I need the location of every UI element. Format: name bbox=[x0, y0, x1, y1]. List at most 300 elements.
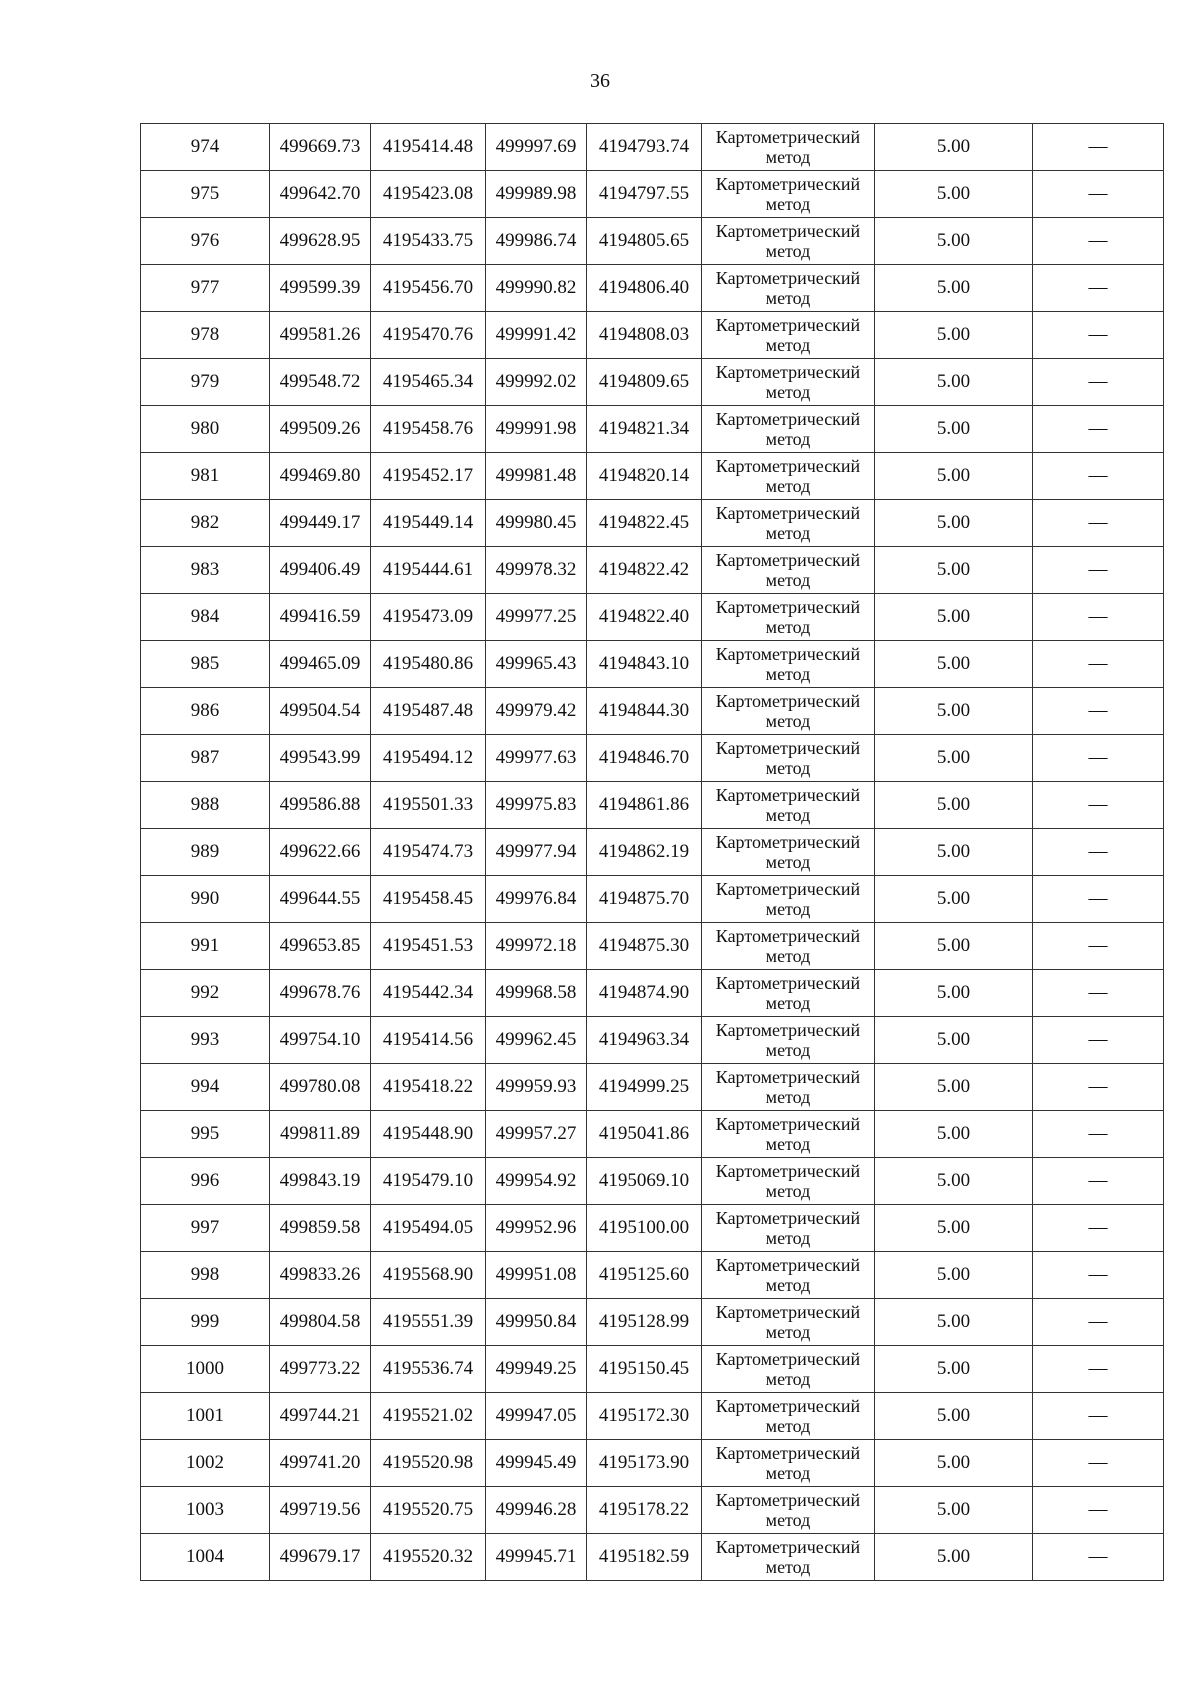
method-cell bbox=[702, 1346, 875, 1393]
x-coordinate-cell: 499543.99 bbox=[270, 735, 371, 782]
method-line-2: метод bbox=[765, 1040, 811, 1060]
y-coordinate-cell: 4195480.86 bbox=[371, 641, 486, 688]
x-coordinate-cell: 499509.26 bbox=[270, 406, 371, 453]
table-body bbox=[141, 124, 1164, 1581]
precision-cell: 5.00 bbox=[875, 124, 1033, 171]
x-coordinate-2-cell: 499997.69 bbox=[486, 124, 587, 171]
table-row bbox=[141, 1205, 1164, 1252]
method-line-1: Картометрический bbox=[715, 268, 861, 288]
y-coordinate-2-cell: 4194963.34 bbox=[587, 1017, 702, 1064]
point-number-cell: 980 bbox=[141, 406, 270, 453]
precision-cell: 5.00 bbox=[875, 1534, 1033, 1581]
table-row bbox=[141, 312, 1164, 359]
x-coordinate-2-cell: 499978.32 bbox=[486, 547, 587, 594]
note-cell: — bbox=[1033, 688, 1164, 735]
note-cell: — bbox=[1033, 594, 1164, 641]
table-row bbox=[141, 876, 1164, 923]
method-cell bbox=[702, 923, 875, 970]
note-cell: — bbox=[1033, 1111, 1164, 1158]
method-line-1: Картометрический bbox=[715, 1020, 861, 1040]
method-line-2: метод bbox=[765, 993, 811, 1013]
y-coordinate-2-cell: 4195125.60 bbox=[587, 1252, 702, 1299]
method-line-2: метод bbox=[765, 382, 811, 402]
y-coordinate-2-cell: 4194822.45 bbox=[587, 500, 702, 547]
table-row bbox=[141, 124, 1164, 171]
point-number-cell: 996 bbox=[141, 1158, 270, 1205]
method-line-2: метод bbox=[765, 1510, 811, 1530]
x-coordinate-2-cell: 499986.74 bbox=[486, 218, 587, 265]
point-number-cell: 1004 bbox=[141, 1534, 270, 1581]
y-coordinate-cell: 4195520.98 bbox=[371, 1440, 486, 1487]
note-cell: — bbox=[1033, 641, 1164, 688]
table-row bbox=[141, 829, 1164, 876]
y-coordinate-2-cell: 4195128.99 bbox=[587, 1299, 702, 1346]
method-line-1: Картометрический bbox=[715, 1490, 861, 1510]
method-line-1: Картометрический bbox=[715, 503, 861, 523]
precision-cell: 5.00 bbox=[875, 782, 1033, 829]
page-number: 36 bbox=[590, 70, 610, 92]
note-cell: — bbox=[1033, 265, 1164, 312]
method-cell bbox=[702, 1440, 875, 1487]
precision-cell: 5.00 bbox=[875, 406, 1033, 453]
method-line-2: метод bbox=[765, 1416, 811, 1436]
x-coordinate-2-cell: 499959.93 bbox=[486, 1064, 587, 1111]
note-cell: — bbox=[1033, 1487, 1164, 1534]
x-coordinate-cell: 499804.58 bbox=[270, 1299, 371, 1346]
table-row bbox=[141, 453, 1164, 500]
method-line-2: метод bbox=[765, 476, 811, 496]
method-cell bbox=[702, 124, 875, 171]
y-coordinate-cell: 4195449.14 bbox=[371, 500, 486, 547]
y-coordinate-2-cell: 4195100.00 bbox=[587, 1205, 702, 1252]
x-coordinate-cell: 499780.08 bbox=[270, 1064, 371, 1111]
precision-cell: 5.00 bbox=[875, 312, 1033, 359]
x-coordinate-cell: 499679.17 bbox=[270, 1534, 371, 1581]
method-line-2: метод bbox=[765, 805, 811, 825]
x-coordinate-cell: 499465.09 bbox=[270, 641, 371, 688]
method-line-1: Картометрический bbox=[715, 456, 861, 476]
x-coordinate-2-cell: 499981.48 bbox=[486, 453, 587, 500]
table-row bbox=[141, 406, 1164, 453]
y-coordinate-2-cell: 4195041.86 bbox=[587, 1111, 702, 1158]
point-number-cell: 990 bbox=[141, 876, 270, 923]
method-cell bbox=[702, 1299, 875, 1346]
method-line-2: метод bbox=[765, 1463, 811, 1483]
note-cell: — bbox=[1033, 829, 1164, 876]
precision-cell: 5.00 bbox=[875, 641, 1033, 688]
method-cell bbox=[702, 1534, 875, 1581]
method-cell bbox=[702, 359, 875, 406]
x-coordinate-2-cell: 499945.49 bbox=[486, 1440, 587, 1487]
method-line-2: метод bbox=[765, 147, 811, 167]
method-line-1: Картометрический bbox=[715, 409, 861, 429]
precision-cell: 5.00 bbox=[875, 547, 1033, 594]
x-coordinate-2-cell: 499950.84 bbox=[486, 1299, 587, 1346]
y-coordinate-cell: 4195568.90 bbox=[371, 1252, 486, 1299]
table-row bbox=[141, 970, 1164, 1017]
method-cell bbox=[702, 406, 875, 453]
table-row bbox=[141, 641, 1164, 688]
y-coordinate-cell: 4195414.56 bbox=[371, 1017, 486, 1064]
method-line-2: метод bbox=[765, 711, 811, 731]
table-row bbox=[141, 1299, 1164, 1346]
method-cell bbox=[702, 265, 875, 312]
note-cell: — bbox=[1033, 1440, 1164, 1487]
precision-cell: 5.00 bbox=[875, 218, 1033, 265]
method-line-1: Картометрический bbox=[715, 1537, 861, 1557]
note-cell: — bbox=[1033, 923, 1164, 970]
table-row bbox=[141, 1158, 1164, 1205]
table-row bbox=[141, 1111, 1164, 1158]
y-coordinate-cell: 4195418.22 bbox=[371, 1064, 486, 1111]
method-line-1: Картометрический bbox=[715, 738, 861, 758]
method-line-2: метод bbox=[765, 1275, 811, 1295]
x-coordinate-cell: 499469.80 bbox=[270, 453, 371, 500]
point-number-cell: 1003 bbox=[141, 1487, 270, 1534]
point-number-cell: 1001 bbox=[141, 1393, 270, 1440]
x-coordinate-cell: 499653.85 bbox=[270, 923, 371, 970]
table-row bbox=[141, 359, 1164, 406]
method-line-2: метод bbox=[765, 852, 811, 872]
point-number-cell: 979 bbox=[141, 359, 270, 406]
y-coordinate-2-cell: 4194822.42 bbox=[587, 547, 702, 594]
y-coordinate-2-cell: 4194861.86 bbox=[587, 782, 702, 829]
method-line-1: Картометрический bbox=[715, 550, 861, 570]
y-coordinate-2-cell: 4194862.19 bbox=[587, 829, 702, 876]
method-cell bbox=[702, 876, 875, 923]
x-coordinate-cell: 499833.26 bbox=[270, 1252, 371, 1299]
precision-cell: 5.00 bbox=[875, 453, 1033, 500]
x-coordinate-2-cell: 499992.02 bbox=[486, 359, 587, 406]
method-line-1: Картометрический bbox=[715, 879, 861, 899]
y-coordinate-cell: 4195487.48 bbox=[371, 688, 486, 735]
method-cell bbox=[702, 1064, 875, 1111]
y-coordinate-2-cell: 4194806.40 bbox=[587, 265, 702, 312]
precision-cell: 5.00 bbox=[875, 1017, 1033, 1064]
note-cell: — bbox=[1033, 1017, 1164, 1064]
method-line-1: Картометрический bbox=[715, 174, 861, 194]
x-coordinate-cell: 499773.22 bbox=[270, 1346, 371, 1393]
x-coordinate-cell: 499741.20 bbox=[270, 1440, 371, 1487]
x-coordinate-cell: 499628.95 bbox=[270, 218, 371, 265]
method-line-2: метод bbox=[765, 523, 811, 543]
method-line-2: метод bbox=[765, 288, 811, 308]
note-cell: — bbox=[1033, 876, 1164, 923]
method-line-2: метод bbox=[765, 429, 811, 449]
point-number-cell: 983 bbox=[141, 547, 270, 594]
x-coordinate-2-cell: 499991.42 bbox=[486, 312, 587, 359]
y-coordinate-cell: 4195458.45 bbox=[371, 876, 486, 923]
y-coordinate-2-cell: 4194844.30 bbox=[587, 688, 702, 735]
precision-cell: 5.00 bbox=[875, 970, 1033, 1017]
precision-cell: 5.00 bbox=[875, 1064, 1033, 1111]
precision-cell: 5.00 bbox=[875, 1487, 1033, 1534]
point-number-cell: 1000 bbox=[141, 1346, 270, 1393]
precision-cell: 5.00 bbox=[875, 594, 1033, 641]
note-cell: — bbox=[1033, 359, 1164, 406]
method-cell bbox=[702, 500, 875, 547]
precision-cell: 5.00 bbox=[875, 735, 1033, 782]
precision-cell: 5.00 bbox=[875, 829, 1033, 876]
y-coordinate-2-cell: 4195178.22 bbox=[587, 1487, 702, 1534]
point-number-cell: 993 bbox=[141, 1017, 270, 1064]
method-line-1: Картометрический bbox=[715, 785, 861, 805]
coordinates-table bbox=[140, 123, 1164, 1581]
y-coordinate-cell: 4195520.32 bbox=[371, 1534, 486, 1581]
point-number-cell: 998 bbox=[141, 1252, 270, 1299]
y-coordinate-2-cell: 4195069.10 bbox=[587, 1158, 702, 1205]
x-coordinate-2-cell: 499975.83 bbox=[486, 782, 587, 829]
x-coordinate-cell: 499599.39 bbox=[270, 265, 371, 312]
method-line-2: метод bbox=[765, 1557, 811, 1577]
y-coordinate-2-cell: 4194793.74 bbox=[587, 124, 702, 171]
point-number-cell: 975 bbox=[141, 171, 270, 218]
note-cell: — bbox=[1033, 735, 1164, 782]
x-coordinate-2-cell: 499991.98 bbox=[486, 406, 587, 453]
precision-cell: 5.00 bbox=[875, 1252, 1033, 1299]
note-cell: — bbox=[1033, 1158, 1164, 1205]
point-number-cell: 974 bbox=[141, 124, 270, 171]
point-number-cell: 1002 bbox=[141, 1440, 270, 1487]
precision-cell: 5.00 bbox=[875, 1111, 1033, 1158]
method-line-1: Картометрический bbox=[715, 1114, 861, 1134]
method-cell bbox=[702, 688, 875, 735]
method-line-2: метод bbox=[765, 335, 811, 355]
method-line-1: Картометрический bbox=[715, 1349, 861, 1369]
y-coordinate-2-cell: 4194875.30 bbox=[587, 923, 702, 970]
x-coordinate-2-cell: 499965.43 bbox=[486, 641, 587, 688]
x-coordinate-2-cell: 499972.18 bbox=[486, 923, 587, 970]
precision-cell: 5.00 bbox=[875, 171, 1033, 218]
x-coordinate-2-cell: 499977.63 bbox=[486, 735, 587, 782]
y-coordinate-cell: 4195451.53 bbox=[371, 923, 486, 970]
table-row bbox=[141, 1346, 1164, 1393]
point-number-cell: 976 bbox=[141, 218, 270, 265]
y-coordinate-cell: 4195456.70 bbox=[371, 265, 486, 312]
point-number-cell: 988 bbox=[141, 782, 270, 829]
x-coordinate-2-cell: 499946.28 bbox=[486, 1487, 587, 1534]
method-line-2: метод bbox=[765, 758, 811, 778]
y-coordinate-cell: 4195470.76 bbox=[371, 312, 486, 359]
y-coordinate-2-cell: 4194820.14 bbox=[587, 453, 702, 500]
note-cell: — bbox=[1033, 1534, 1164, 1581]
table-row bbox=[141, 500, 1164, 547]
method-cell bbox=[702, 829, 875, 876]
y-coordinate-cell: 4195452.17 bbox=[371, 453, 486, 500]
y-coordinate-cell: 4195465.34 bbox=[371, 359, 486, 406]
method-cell bbox=[702, 1252, 875, 1299]
method-cell bbox=[702, 594, 875, 641]
table-row bbox=[141, 1440, 1164, 1487]
x-coordinate-cell: 499622.66 bbox=[270, 829, 371, 876]
y-coordinate-2-cell: 4194821.34 bbox=[587, 406, 702, 453]
note-cell: — bbox=[1033, 1393, 1164, 1440]
x-coordinate-cell: 499581.26 bbox=[270, 312, 371, 359]
precision-cell: 5.00 bbox=[875, 500, 1033, 547]
precision-cell: 5.00 bbox=[875, 1346, 1033, 1393]
x-coordinate-2-cell: 499954.92 bbox=[486, 1158, 587, 1205]
method-line-1: Картометрический bbox=[715, 597, 861, 617]
x-coordinate-cell: 499548.72 bbox=[270, 359, 371, 406]
point-number-cell: 999 bbox=[141, 1299, 270, 1346]
x-coordinate-cell: 499416.59 bbox=[270, 594, 371, 641]
method-line-1: Картометрический bbox=[715, 127, 861, 147]
method-cell bbox=[702, 782, 875, 829]
y-coordinate-2-cell: 4195182.59 bbox=[587, 1534, 702, 1581]
method-line-2: метод bbox=[765, 1134, 811, 1154]
method-line-2: метод bbox=[765, 1322, 811, 1342]
y-coordinate-2-cell: 4195173.90 bbox=[587, 1440, 702, 1487]
note-cell: — bbox=[1033, 782, 1164, 829]
y-coordinate-2-cell: 4194846.70 bbox=[587, 735, 702, 782]
y-coordinate-2-cell: 4194805.65 bbox=[587, 218, 702, 265]
x-coordinate-cell: 499406.49 bbox=[270, 547, 371, 594]
y-coordinate-2-cell: 4194808.03 bbox=[587, 312, 702, 359]
method-line-1: Картометрический bbox=[715, 832, 861, 852]
y-coordinate-cell: 4195458.76 bbox=[371, 406, 486, 453]
precision-cell: 5.00 bbox=[875, 688, 1033, 735]
precision-cell: 5.00 bbox=[875, 1158, 1033, 1205]
method-line-2: метод bbox=[765, 664, 811, 684]
method-cell bbox=[702, 641, 875, 688]
x-coordinate-cell: 499449.17 bbox=[270, 500, 371, 547]
point-number-cell: 997 bbox=[141, 1205, 270, 1252]
table-row bbox=[141, 218, 1164, 265]
table-row bbox=[141, 1534, 1164, 1581]
method-cell bbox=[702, 970, 875, 1017]
table-row bbox=[141, 1487, 1164, 1534]
y-coordinate-cell: 4195414.48 bbox=[371, 124, 486, 171]
table-row bbox=[141, 782, 1164, 829]
point-number-cell: 982 bbox=[141, 500, 270, 547]
table-row bbox=[141, 1064, 1164, 1111]
table-row bbox=[141, 688, 1164, 735]
table-row bbox=[141, 1393, 1164, 1440]
method-line-2: метод bbox=[765, 946, 811, 966]
note-cell: — bbox=[1033, 547, 1164, 594]
y-coordinate-cell: 4195494.12 bbox=[371, 735, 486, 782]
method-line-1: Картометрический bbox=[715, 973, 861, 993]
y-coordinate-cell: 4195520.75 bbox=[371, 1487, 486, 1534]
table-row bbox=[141, 171, 1164, 218]
note-cell: — bbox=[1033, 171, 1164, 218]
method-line-2: метод bbox=[765, 194, 811, 214]
method-line-2: метод bbox=[765, 570, 811, 590]
table-row bbox=[141, 594, 1164, 641]
x-coordinate-2-cell: 499945.71 bbox=[486, 1534, 587, 1581]
method-line-1: Картометрический bbox=[715, 926, 861, 946]
y-coordinate-2-cell: 4194874.90 bbox=[587, 970, 702, 1017]
point-number-cell: 981 bbox=[141, 453, 270, 500]
note-cell: — bbox=[1033, 1205, 1164, 1252]
precision-cell: 5.00 bbox=[875, 359, 1033, 406]
y-coordinate-cell: 4195442.34 bbox=[371, 970, 486, 1017]
point-number-cell: 986 bbox=[141, 688, 270, 735]
method-line-1: Картометрический bbox=[715, 315, 861, 335]
method-cell bbox=[702, 1111, 875, 1158]
y-coordinate-2-cell: 4195172.30 bbox=[587, 1393, 702, 1440]
y-coordinate-cell: 4195474.73 bbox=[371, 829, 486, 876]
table-row bbox=[141, 735, 1164, 782]
method-line-1: Картометрический bbox=[715, 1161, 861, 1181]
note-cell: — bbox=[1033, 453, 1164, 500]
x-coordinate-2-cell: 499957.27 bbox=[486, 1111, 587, 1158]
point-number-cell: 987 bbox=[141, 735, 270, 782]
y-coordinate-2-cell: 4194809.65 bbox=[587, 359, 702, 406]
method-line-1: Картометрический bbox=[715, 691, 861, 711]
x-coordinate-cell: 499859.58 bbox=[270, 1205, 371, 1252]
precision-cell: 5.00 bbox=[875, 1393, 1033, 1440]
y-coordinate-2-cell: 4194843.10 bbox=[587, 641, 702, 688]
method-line-1: Картометрический bbox=[715, 1255, 861, 1275]
x-coordinate-2-cell: 499952.96 bbox=[486, 1205, 587, 1252]
y-coordinate-cell: 4195473.09 bbox=[371, 594, 486, 641]
note-cell: — bbox=[1033, 1252, 1164, 1299]
method-line-2: метод bbox=[765, 1369, 811, 1389]
note-cell: — bbox=[1033, 406, 1164, 453]
y-coordinate-cell: 4195448.90 bbox=[371, 1111, 486, 1158]
note-cell: — bbox=[1033, 1299, 1164, 1346]
y-coordinate-cell: 4195444.61 bbox=[371, 547, 486, 594]
y-coordinate-cell: 4195494.05 bbox=[371, 1205, 486, 1252]
x-coordinate-2-cell: 499980.45 bbox=[486, 500, 587, 547]
note-cell: — bbox=[1033, 1346, 1164, 1393]
x-coordinate-cell: 499719.56 bbox=[270, 1487, 371, 1534]
method-line-1: Картометрический bbox=[715, 1396, 861, 1416]
method-line-1: Картометрический bbox=[715, 1443, 861, 1463]
method-cell bbox=[702, 1017, 875, 1064]
point-number-cell: 994 bbox=[141, 1064, 270, 1111]
method-cell bbox=[702, 1487, 875, 1534]
x-coordinate-cell: 499504.54 bbox=[270, 688, 371, 735]
method-cell bbox=[702, 312, 875, 359]
precision-cell: 5.00 bbox=[875, 1205, 1033, 1252]
point-number-cell: 992 bbox=[141, 970, 270, 1017]
method-line-1: Картометрический bbox=[715, 1067, 861, 1087]
x-coordinate-cell: 499586.88 bbox=[270, 782, 371, 829]
method-cell bbox=[702, 1158, 875, 1205]
y-coordinate-2-cell: 4195150.45 bbox=[587, 1346, 702, 1393]
method-line-2: метод bbox=[765, 899, 811, 919]
table-row bbox=[141, 547, 1164, 594]
method-line-1: Картометрический bbox=[715, 362, 861, 382]
x-coordinate-cell: 499754.10 bbox=[270, 1017, 371, 1064]
x-coordinate-cell: 499843.19 bbox=[270, 1158, 371, 1205]
precision-cell: 5.00 bbox=[875, 1299, 1033, 1346]
x-coordinate-2-cell: 499947.05 bbox=[486, 1393, 587, 1440]
point-number-cell: 991 bbox=[141, 923, 270, 970]
y-coordinate-cell: 4195501.33 bbox=[371, 782, 486, 829]
x-coordinate-cell: 499811.89 bbox=[270, 1111, 371, 1158]
method-cell bbox=[702, 453, 875, 500]
y-coordinate-2-cell: 4194797.55 bbox=[587, 171, 702, 218]
x-coordinate-2-cell: 499990.82 bbox=[486, 265, 587, 312]
point-number-cell: 978 bbox=[141, 312, 270, 359]
y-coordinate-cell: 4195479.10 bbox=[371, 1158, 486, 1205]
table-row bbox=[141, 265, 1164, 312]
precision-cell: 5.00 bbox=[875, 1440, 1033, 1487]
x-coordinate-cell: 499744.21 bbox=[270, 1393, 371, 1440]
x-coordinate-cell: 499669.73 bbox=[270, 124, 371, 171]
method-line-2: метод bbox=[765, 241, 811, 261]
point-number-cell: 984 bbox=[141, 594, 270, 641]
note-cell: — bbox=[1033, 500, 1164, 547]
y-coordinate-cell: 4195551.39 bbox=[371, 1299, 486, 1346]
method-line-2: метод bbox=[765, 1181, 811, 1201]
method-line-1: Картометрический bbox=[715, 221, 861, 241]
point-number-cell: 995 bbox=[141, 1111, 270, 1158]
note-cell: — bbox=[1033, 312, 1164, 359]
